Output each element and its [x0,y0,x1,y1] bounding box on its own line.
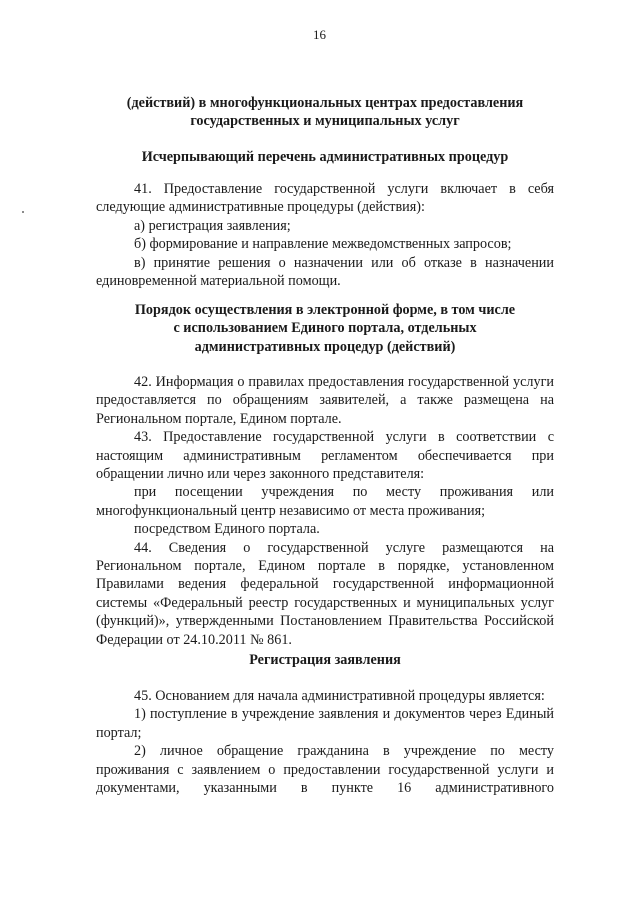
paragraph-45-block [96,687,554,797]
paragraph-45-item-1: 1) поступление в учреждение заявления и документов через Единый портал; [96,706,554,741]
heading-line: государственных и муниципальных услуг [190,113,460,130]
paragraph-41-block [96,180,554,290]
paragraph-45-item-2: 2) личное обращение гражданина в учреждение по месту проживания с заявлением о предоставлении государственной услуги и документами, указанными в пункте 16 административного [96,743,554,797]
heading-line: с использованием Единого портала, отдельных [173,320,477,337]
paragraph-43: 43. Предоставление государственной услуги в соответствии с настоящим административным регламентом обеспечивается при обращении лично или через законного представителя: [96,429,554,483]
paragraph-43-item-1: при посещении учреждения по месту проживания или многофункциональный центр независимо от места проживания; [96,484,554,519]
paragraph-43-item-2: посредством Единого портала. [134,521,320,538]
paragraphs-42-44-block [96,373,554,649]
heading-line: Порядок осуществления в электронной форме, в том числе [134,302,516,318]
section-registration [96,651,554,669]
paragraph-42: 42. Информация о правилах предоставления государственной услуги предоставляется по обращениям заявителей, а также размещена на Региональном портале, Едином портале. [96,374,554,427]
section-heading: Регистрация заявления [249,652,401,668]
paragraph-45: 45. Основанием для начала административной процедуры является: [134,688,545,704]
section-heading: Исчерпывающий перечень административных процедур [141,149,509,165]
list-item-c: в) принятие решения о назначении или об отказе в назначении единовременной материальной помощи. [96,254,554,290]
section-procedures-list [96,148,554,166]
heading-line: (действий) в многофункциональных центрах предоставления [126,95,524,111]
scan-artifact [22,211,24,213]
page-number: 16 [313,27,326,42]
section-heading-mfc [96,94,554,131]
heading-line: административных процедур (действий) [194,338,456,355]
paragraph-44: 44. Сведения о государственной услуге размещаются на Региональном портале, Едином портале в порядке, установленном Правилами ведения федеральной государственной информационной системы «Федеральный реестр государственных и муниципальных услуг (функций)», утвержденными Постановлением Правительства Российской Федерации от 24.10.2011 № 861. [96,539,554,648]
section-electronic-form [96,301,554,356]
list-item-a: а) регистрация заявления; [134,217,291,234]
paragraph-41: 41. Предоставление государственной услуги включает в себя следующие административные процедуры (действия): [96,181,554,216]
list-item-b: б) формирование и направление межведомственных запросов; [134,236,512,253]
